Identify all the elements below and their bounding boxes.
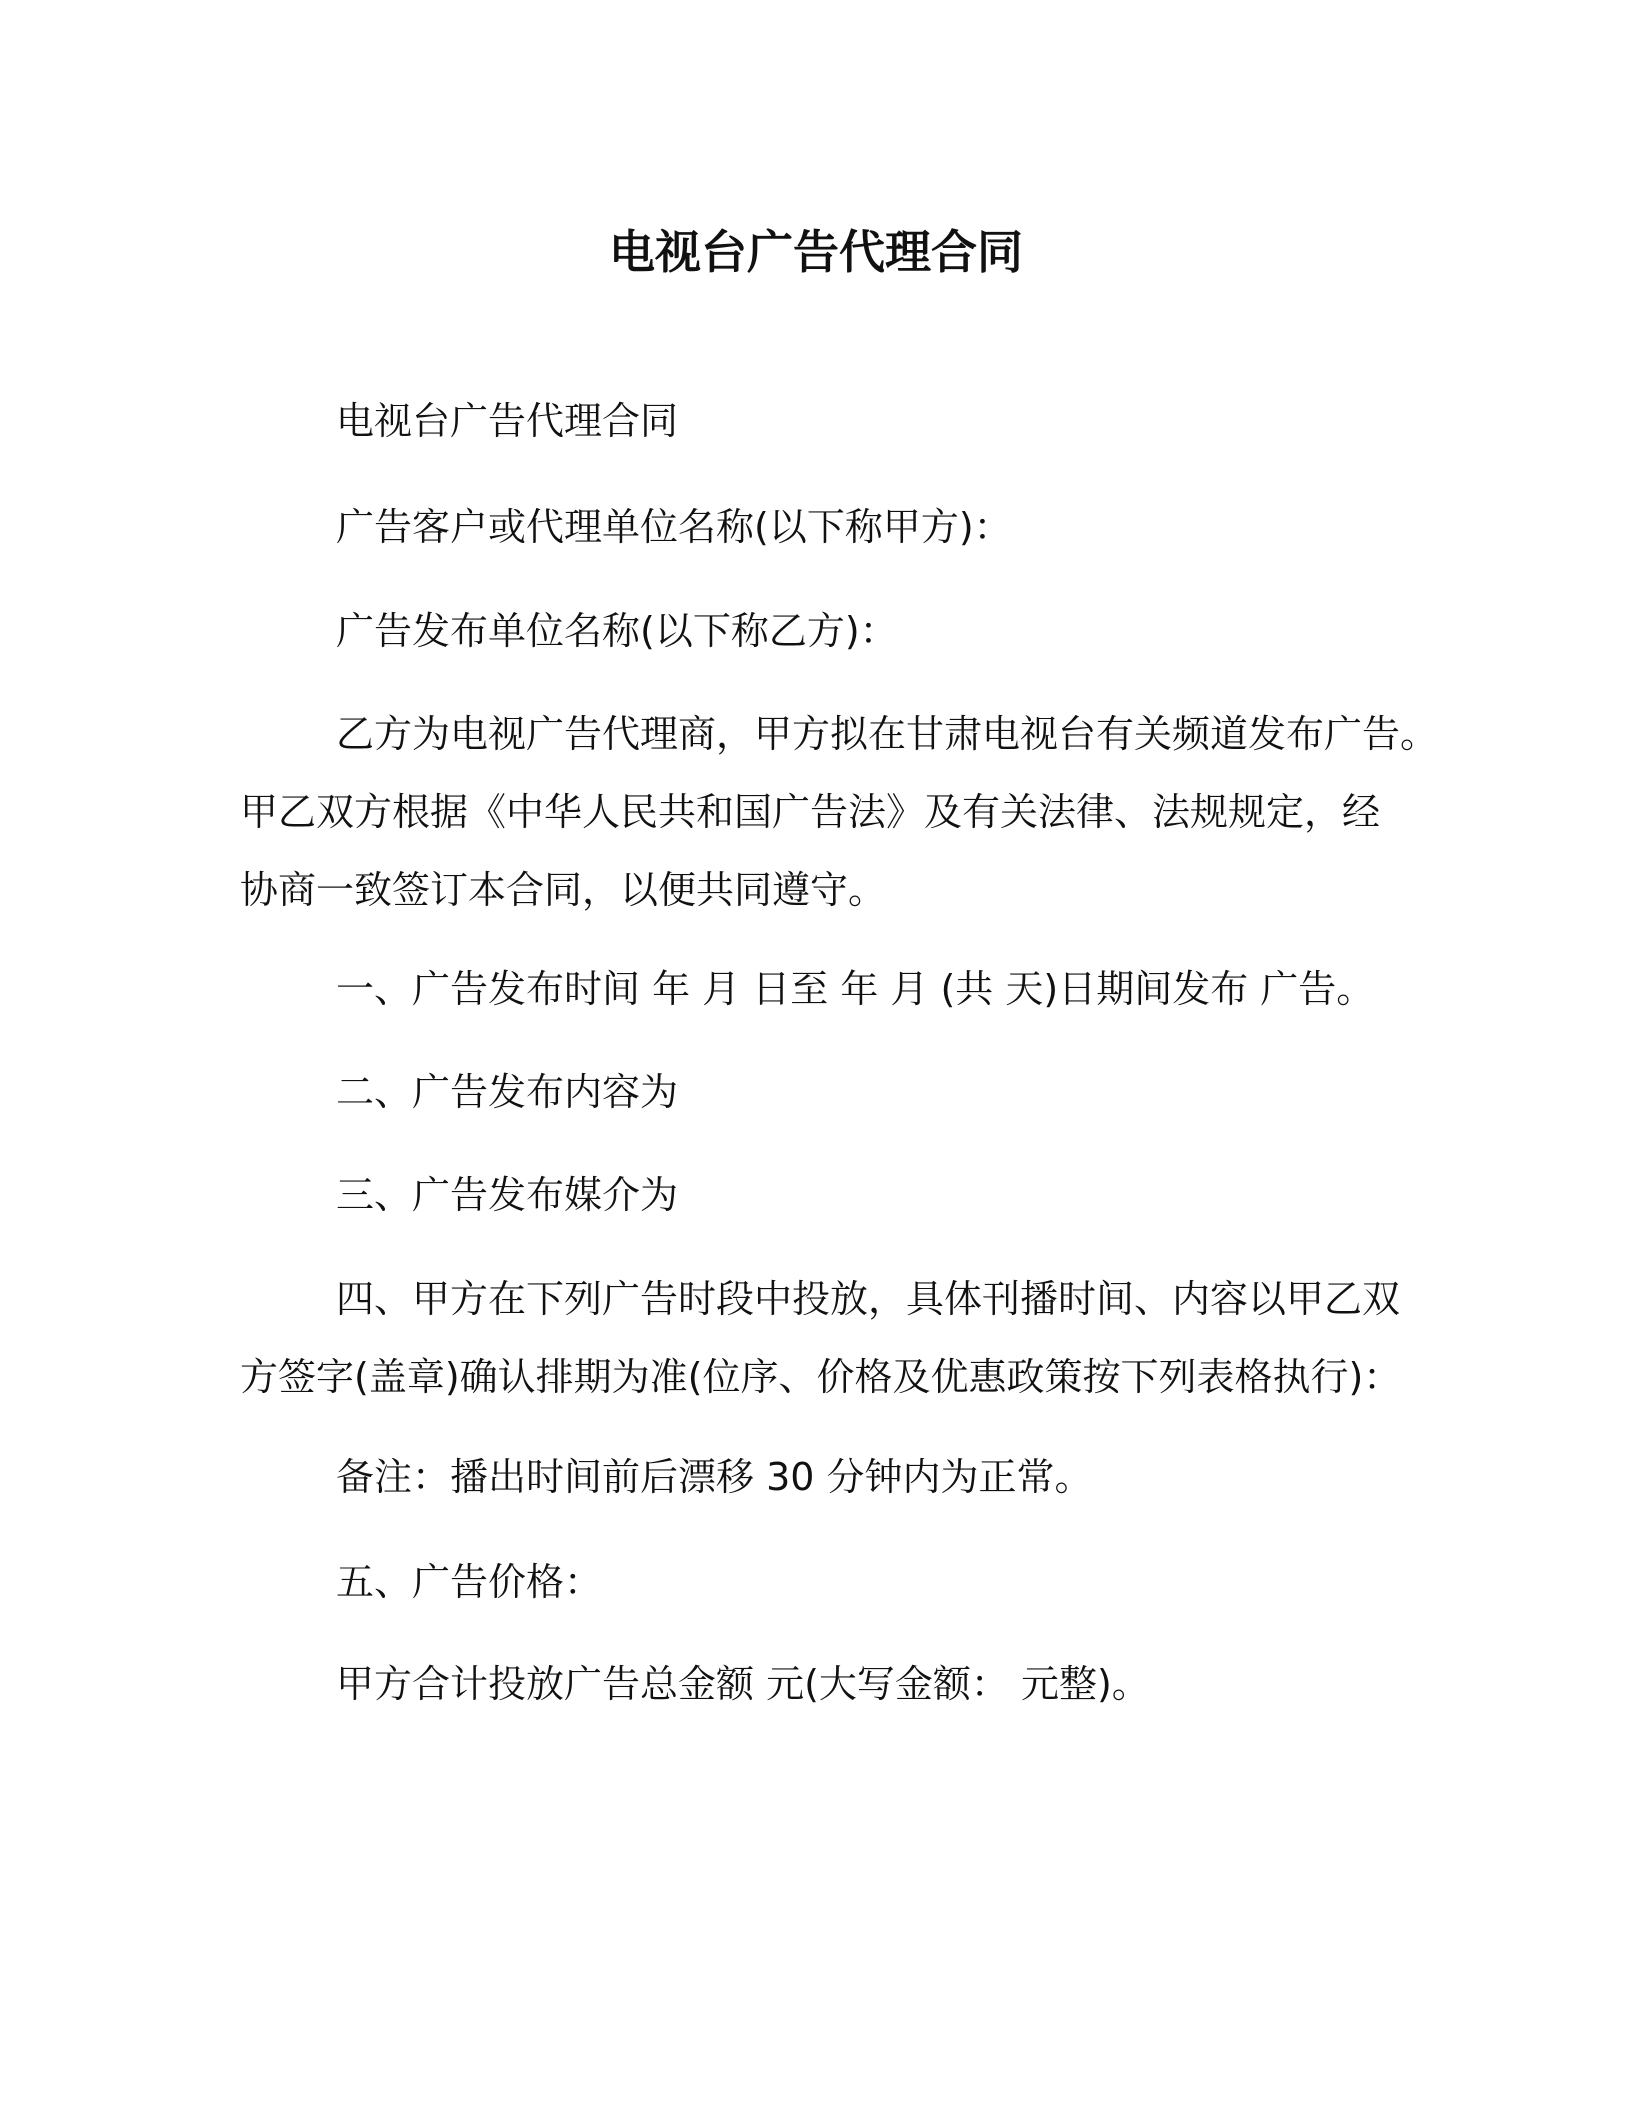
paragraph-line: 二、广告发布内容为: [336, 1070, 679, 1114]
paragraph-line: 电视台广告代理合同: [336, 399, 679, 443]
paragraph-party-b: [240, 592, 1420, 670]
paragraph-line: 乙方为电视广告代理商，甲方拟在甘肃电视台有关频道发布广告。: [336, 712, 1439, 756]
clause-1: [240, 950, 1420, 1028]
paragraph-line: 方签字(盖章)确认排期为准(位序、价格及优惠政策按下列表格执行)：: [240, 1355, 1402, 1399]
paragraph-heading-repeat: [240, 382, 1420, 460]
paragraph-line: 甲方合计投放广告总金额 元(大写金额： 元整)。: [336, 1662, 1150, 1706]
paragraph-line: 一、广告发布时间 年 月 日至 年 月 (共 天)日期间发布 广告。: [336, 967, 1375, 1011]
paragraph-line: 三、广告发布媒介为: [336, 1173, 679, 1217]
paragraph-line: 四、甲方在下列广告时段中投放，具体刊播时间、内容以甲乙双: [336, 1277, 1401, 1321]
paragraph-line: 广告客户或代理单位名称(以下称甲方)：: [336, 505, 1012, 549]
paragraph-line: 备注：播出时间前后漂移 30 分钟内为正常。: [336, 1455, 1093, 1499]
paragraph-line: 甲乙双方根据《中华人民共和国广告法》及有关法律、法规规定，经: [240, 790, 1381, 834]
paragraph-preamble: [240, 695, 1439, 929]
total-amount: [240, 1645, 1420, 1723]
clause-3: [240, 1156, 1420, 1234]
paragraph-party-a: [240, 488, 1420, 566]
document-title: 电视台广告代理合同: [609, 225, 1023, 279]
clause-2: [240, 1053, 1420, 1131]
note: [240, 1438, 1420, 1516]
paragraph-line: 广告发布单位名称(以下称乙方)：: [336, 609, 898, 653]
clause-5: [240, 1543, 1420, 1621]
paragraph-line: 五、广告价格：: [336, 1560, 603, 1604]
paragraph-line: 协商一致签订本合同，以便共同遵守。: [240, 868, 887, 912]
clause-4: [240, 1260, 1420, 1416]
